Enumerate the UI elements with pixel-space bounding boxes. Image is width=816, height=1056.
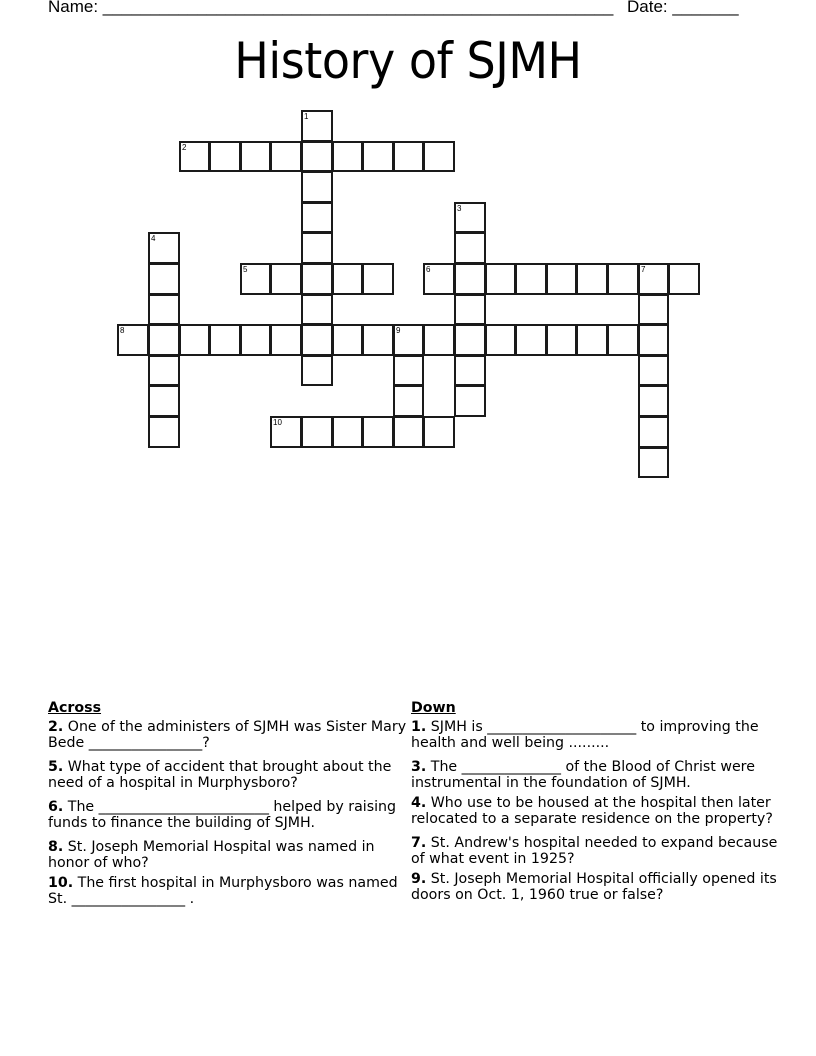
clue-number-label: 2 [182, 143, 187, 152]
clue-down-4 [411, 795, 781, 828]
across-heading: Across [48, 700, 102, 716]
clue-text: The ______________ of the Blood of Christ were instrumental in the foundation of SJMH. [411, 758, 755, 791]
crossword-cell[interactable] [148, 324, 180, 356]
crossword-cell[interactable] [209, 324, 241, 356]
clue-text: What type of accident that brought about the need of a hospital in Murphysboro? [48, 758, 392, 791]
crossword-cell[interactable] [240, 263, 271, 295]
crossword-cell[interactable] [148, 263, 180, 295]
crossword-cell[interactable] [638, 447, 669, 478]
crossword-cell[interactable] [638, 355, 669, 386]
clue-number-label: 6 [426, 265, 431, 274]
clue-text: St. Joseph Memorial Hospital officially opened its doors on Oct. 1, 1960 true or false? [411, 870, 777, 903]
crossword-cell[interactable] [301, 171, 333, 203]
clue-text: St. Andrew's hospital needed to expand because of what event in 1925? [411, 834, 778, 867]
clue-number: 5. [48, 758, 64, 775]
crossword-cell[interactable] [148, 416, 180, 448]
clue-number: 2. [48, 718, 64, 735]
clue-number-label: 1 [304, 112, 309, 121]
crossword-cell[interactable] [393, 385, 424, 417]
clue-across-6 [48, 799, 408, 832]
crossword-cell[interactable] [515, 324, 547, 356]
clue-number: 1. [411, 718, 427, 735]
crossword-cell[interactable] [638, 263, 669, 295]
crossword-cell[interactable] [301, 141, 333, 172]
clue-number: 9. [411, 870, 427, 887]
crossword-cell[interactable] [546, 324, 577, 356]
crossword-cell[interactable] [179, 324, 210, 356]
crossword-cell[interactable] [301, 110, 333, 142]
clue-text: One of the administers of SJMH was Sister Mary Bede ________________? [48, 718, 407, 751]
crossword-cell[interactable] [454, 355, 486, 386]
crossword-cell[interactable] [454, 385, 486, 417]
page-title: History of SJMH [234, 32, 582, 90]
name-field[interactable]: Name: ______________________________________________________ [48, 0, 614, 16]
crossword-cell[interactable] [362, 416, 394, 448]
crossword-cell[interactable] [393, 141, 424, 172]
crossword-cell[interactable] [423, 263, 455, 295]
crossword-cell[interactable] [576, 263, 608, 295]
crossword-cell[interactable] [332, 263, 363, 295]
crossword-cell[interactable] [117, 324, 149, 356]
clue-number-label: 5 [243, 265, 248, 274]
crossword-cell[interactable] [301, 232, 333, 264]
crossword-cell[interactable] [209, 141, 241, 172]
crossword-cell[interactable] [393, 324, 424, 356]
clue-down-3 [411, 759, 781, 792]
crossword-cell[interactable] [332, 416, 363, 448]
clue-number-label: 10 [273, 418, 282, 427]
clue-number: 3. [411, 758, 427, 775]
crossword-cell[interactable] [638, 385, 669, 417]
crossword-cell[interactable] [393, 355, 424, 386]
crossword-grid [0, 0, 816, 500]
crossword-cell[interactable] [485, 263, 516, 295]
clue-number: 4. [411, 794, 427, 811]
crossword-cell[interactable] [270, 141, 302, 172]
crossword-cell[interactable] [423, 141, 455, 172]
crossword-cell[interactable] [515, 263, 547, 295]
clue-number-label: 7 [641, 265, 646, 274]
crossword-cell[interactable] [148, 232, 180, 264]
clue-number: 8. [48, 838, 64, 855]
crossword-cell[interactable] [576, 324, 608, 356]
crossword-cell[interactable] [240, 141, 271, 172]
crossword-cell[interactable] [301, 202, 333, 233]
clue-across-5 [48, 759, 408, 792]
clue-number-label: 3 [457, 204, 462, 213]
crossword-cell[interactable] [454, 202, 486, 233]
crossword-cell[interactable] [148, 385, 180, 417]
crossword-cell[interactable] [668, 263, 700, 295]
clue-down-7 [411, 835, 781, 868]
crossword-cell[interactable] [301, 355, 333, 386]
crossword-cell[interactable] [485, 324, 516, 356]
clue-text: St. Joseph Memorial Hospital was named in honor of who? [48, 838, 375, 871]
clue-across-8 [48, 839, 408, 872]
crossword-cell[interactable] [301, 263, 333, 295]
crossword-cell[interactable] [607, 324, 639, 356]
crossword-cell[interactable] [301, 294, 333, 325]
clue-number-label: 8 [120, 326, 125, 335]
crossword-cell[interactable] [270, 324, 302, 356]
crossword-cell[interactable] [332, 324, 363, 356]
clue-number: 6. [48, 798, 64, 815]
clue-number: 7. [411, 834, 427, 851]
crossword-cell[interactable] [362, 324, 394, 356]
crossword-cell[interactable] [454, 324, 486, 356]
crossword-cell[interactable] [607, 263, 639, 295]
crossword-cell[interactable] [179, 141, 210, 172]
crossword-cell[interactable] [148, 294, 180, 325]
crossword-cell[interactable] [638, 294, 669, 325]
crossword-cell[interactable] [638, 324, 669, 356]
clue-number-label: 9 [396, 326, 401, 335]
crossword-cell[interactable] [362, 141, 394, 172]
crossword-cell[interactable] [301, 324, 333, 356]
across-clues [48, 700, 408, 915]
down-heading: Down [411, 700, 456, 716]
crossword-cell[interactable] [423, 324, 455, 356]
clue-across-10 [48, 875, 408, 908]
crossword-cell[interactable] [454, 232, 486, 264]
crossword-cell[interactable] [454, 263, 486, 295]
clue-across-2 [48, 719, 408, 752]
clue-number-label: 4 [151, 234, 156, 243]
crossword-cell[interactable] [270, 263, 302, 295]
down-clues [411, 700, 781, 911]
clue-down-1 [411, 719, 781, 752]
clue-text: Who use to be housed at the hospital then later relocated to a separate residence on the property? [411, 794, 773, 827]
crossword-cell[interactable] [148, 355, 180, 386]
crossword-cell[interactable] [638, 416, 669, 448]
clue-number: 10. [48, 874, 74, 891]
crossword-cell[interactable] [332, 141, 363, 172]
crossword-cell[interactable] [301, 416, 333, 448]
clue-text: SJMH is _____________________ to improving the health and well being ......... [411, 718, 759, 751]
date-field[interactable]: Date: _______ [627, 0, 739, 16]
crossword-cell[interactable] [362, 263, 394, 295]
clue-text: The ________________________ helped by raising funds to finance the building of SJMH. [48, 798, 397, 831]
crossword-cell[interactable] [240, 324, 271, 356]
clue-text: The first hospital in Murphysboro was named St. ________________ . [48, 874, 398, 907]
clue-down-9 [411, 871, 781, 904]
crossword-cell[interactable] [393, 416, 424, 448]
crossword-cell[interactable] [546, 263, 577, 295]
crossword-cell[interactable] [423, 416, 455, 448]
crossword-cell[interactable] [270, 416, 302, 448]
crossword-cell[interactable] [454, 294, 486, 325]
